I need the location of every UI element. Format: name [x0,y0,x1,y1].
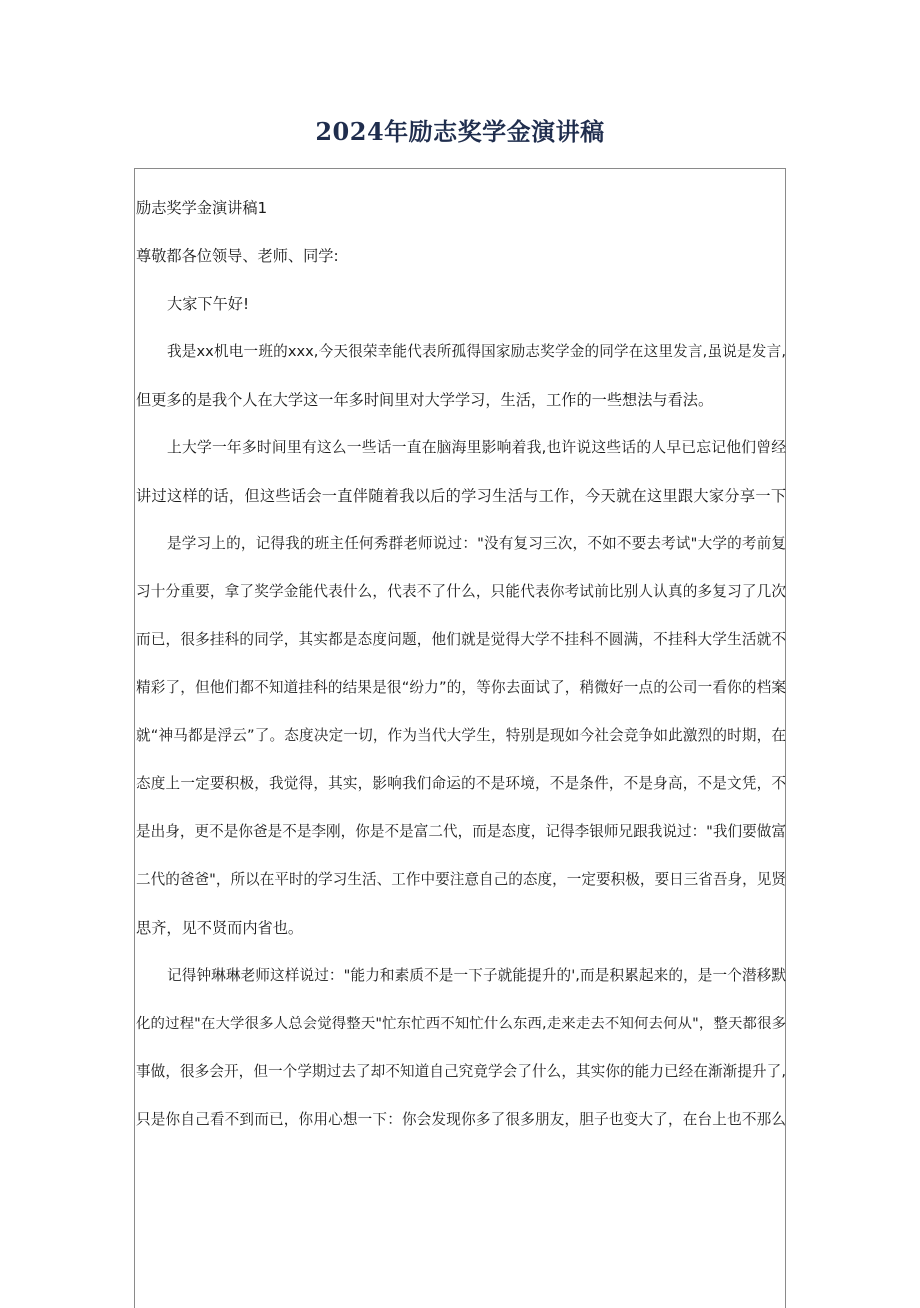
line-5: 上大学一年多时间里有这么一些话一直在脑海里影响着我,也许说这些话的人早已忘记他们曾经 [167,439,786,456]
line-18: 事做，很多会开，但一个学期过去了却不知道自己究竟学会了什么，其实你的能力已经在渐渐提升了, [136,1063,786,1080]
line-0: 励志奖学金演讲稿1 [136,199,268,217]
line-13: 是出身，更不是你爸是不是李刚，你是不是富二代，而是态度，记得李银师兄跟我说过："我们要做富 [136,823,786,840]
document-body [136,184,786,1144]
line-6: 讲过这样的话，但这些话会一直伴随着我以后的学习生活与工作，今天就在这里跟大家分享一下 [136,487,786,505]
line-8: 习十分重要，拿了奖学金能代表什么，代表不了什么，只能代表你考试前比别人认真的多复习了几次 [136,583,786,600]
page-title: 2024年励志奖学金演讲稿 [315,117,605,146]
line-2: 大家下午好! [167,295,250,313]
line-14: 二代的爸爸"，所以在平时的学习生活、工作中要注意自己的态度，一定要积极，要日三省吾身，见贤 [136,871,786,888]
line-4: 但更多的是我个人在大学这一年多时间里对大学学习，生活，工作的一些想法与看法。 [136,391,714,409]
line-10: 精彩了，但他们都不知道挂科的结果是很“纷力”的，等你去面试了，稍微好一点的公司一看你的档案 [136,679,786,696]
line-1: 尊敬都各位领导、老师、同学: [136,247,339,265]
line-11: 就“神马都是浮云”了。态度决定一切，作为当代大学生，特别是现如今社会竞争如此激烈的时期，在 [136,727,786,744]
line-7: 是学习上的，记得我的班主任何秀群老师说过："没有复习三次，不如不要去考试"大学的考前复 [167,535,786,552]
line-15: 思齐，见不贤而内省也。 [136,919,304,937]
line-16: 记得钟琳琳老师这样说过："能力和素质不是一下子就能提升的',而是积累起来的，是一个潜移默 [167,967,786,984]
line-19: 只是你自己看不到而已，你用心想一下：你会发现你多了很多朋友，胆子也变大了，在台上也不那么 [136,1111,786,1128]
line-12: 态度上一定要积极，我觉得，其实，影响我们命运的不是环境，不是条件，不是身高，不是文凭，不 [136,775,786,792]
line-3: 我是xx机电一班的xxx,今天很荣幸能代表所孤得国家励志奖学金的同学在这里发言,虽说是发言, [167,343,786,360]
line-9: 而已，很多挂科的同学，其实都是态度问题，他们就是觉得大学不挂科不圆满，不挂科大学生活就不 [136,631,786,648]
line-17: 化的过程"在大学很多人总会觉得整天"忙东忙西不知忙什么东西,走来走去不知何去何从"，整天都很多 [136,1016,786,1032]
